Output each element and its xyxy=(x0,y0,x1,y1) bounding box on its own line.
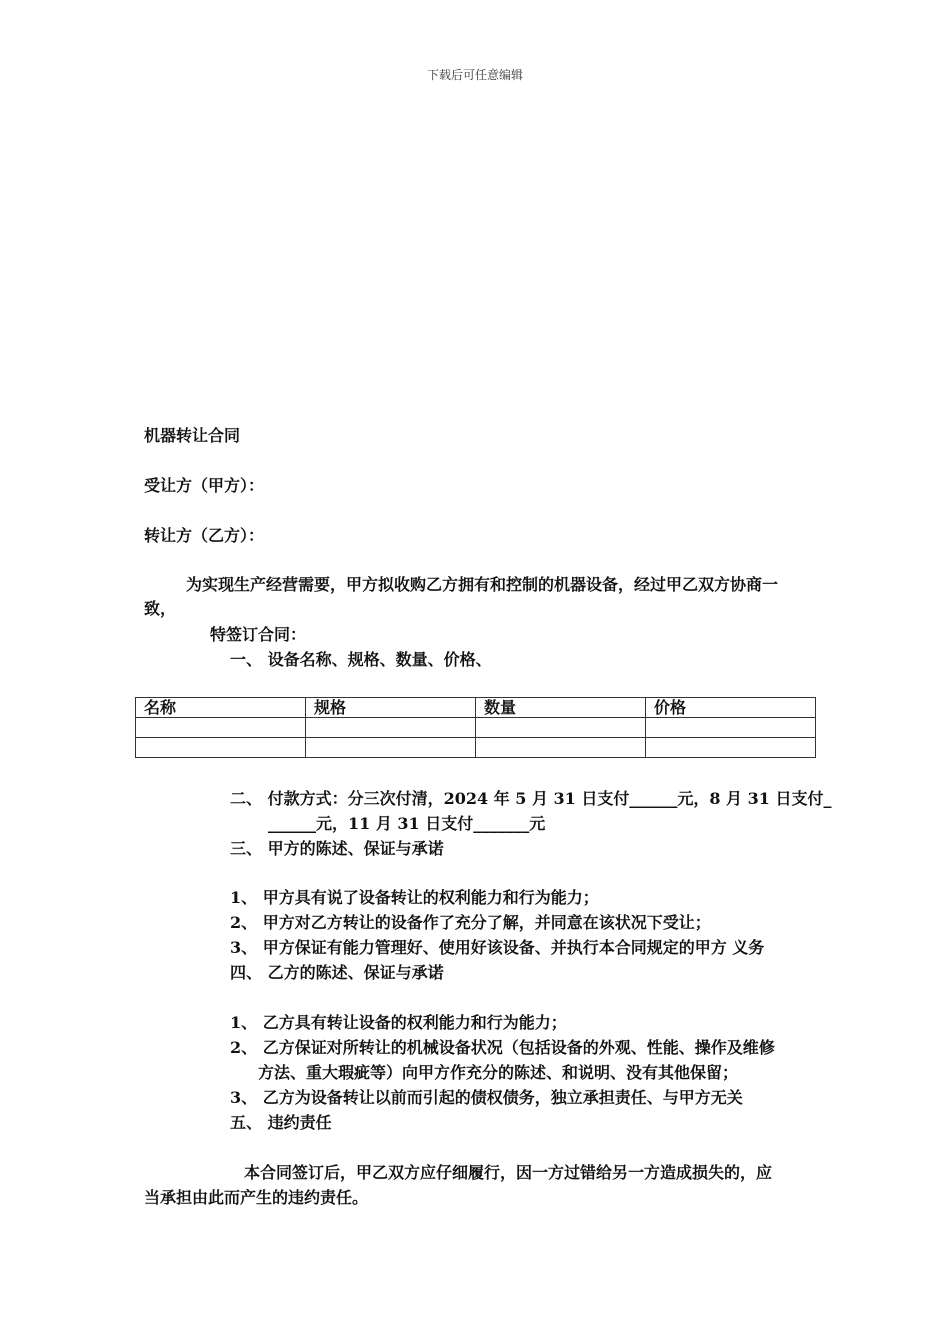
closing-paragraph-line-2: 当承担由此而产生的违约责任。 xyxy=(144,1188,369,1207)
party-a-label: 受让方（甲方）： xyxy=(144,476,265,495)
table-header-row xyxy=(136,698,816,718)
intro-paragraph-line-1: 为实现生产经营需要，甲方拟收购乙方拥有和控制的机器设备，经过甲乙双方协商一 xyxy=(186,575,779,594)
table-cell xyxy=(306,738,476,758)
closing-paragraph-line-1: 本合同签订后，甲乙双方应仔细履行，因一方过错给另一方造成损失的，应 xyxy=(244,1163,773,1182)
table-row xyxy=(136,718,816,738)
table-cell xyxy=(136,718,306,738)
table-cell xyxy=(136,738,306,758)
intro-paragraph-line-3: 特签订合同： xyxy=(210,625,307,644)
section-2-line-1: 二、 付款方式：分三次付清，2024 年 5 月 31 日支付______元，8 月 31 日支付_ xyxy=(230,789,832,808)
section-4-item-2-continued: 方法、重大瑕疵等）向甲方作充分的陈述、和说明、没有其他保留； xyxy=(258,1063,739,1082)
section-3-item-2: 2、 甲方对乙方转让的设备作了充分了解，并同意在该状况下受让； xyxy=(230,913,711,932)
table-header-spec: 规格 xyxy=(306,698,476,718)
section-1-heading: 一、 设备名称、规格、数量、价格、 xyxy=(230,650,492,669)
header-note: 下载后可任意编辑 xyxy=(426,68,523,82)
table-cell xyxy=(306,718,476,738)
document-title: 机器转让合同 xyxy=(144,426,241,445)
party-b-label: 转让方（乙方）： xyxy=(144,526,265,545)
section-3-item-3: 3、 甲方保证有能力管理好、使用好该设备、并执行本合同规定的甲方 义务 xyxy=(230,938,765,957)
section-4-heading: 四、 乙方的陈述、保证与承诺 xyxy=(230,963,444,982)
equipment-table xyxy=(135,697,816,758)
table-cell xyxy=(646,718,816,738)
section-4-item-1: 1、 乙方具有转让设备的权利能力和行为能力； xyxy=(230,1013,567,1032)
section-4-item-2: 2、 乙方保证对所转让的机械设备状况（包括设备的外观、性能、操作及维修 xyxy=(230,1038,775,1057)
section-4-item-3: 3、 乙方为设备转让以前而引起的债权债务，独立承担责任、与甲方无关 xyxy=(230,1088,743,1107)
table-cell xyxy=(646,738,816,758)
table-cell xyxy=(476,738,646,758)
table-header-quantity: 数量 xyxy=(476,698,646,718)
intro-paragraph-line-2: 致， xyxy=(144,599,177,618)
table-cell xyxy=(476,718,646,738)
section-3-item-1: 1、 甲方具有说了设备转让的权利能力和行为能力； xyxy=(230,888,599,907)
table-header-name: 名称 xyxy=(136,698,306,718)
table-header-price: 价格 xyxy=(646,698,816,718)
section-5-heading: 五、 违约责任 xyxy=(230,1113,332,1132)
section-3-heading: 三、 甲方的陈述、保证与承诺 xyxy=(230,839,444,858)
table-row xyxy=(136,738,816,758)
section-2-line-2: ______元，11 月 31 日支付_______元 xyxy=(268,814,546,833)
